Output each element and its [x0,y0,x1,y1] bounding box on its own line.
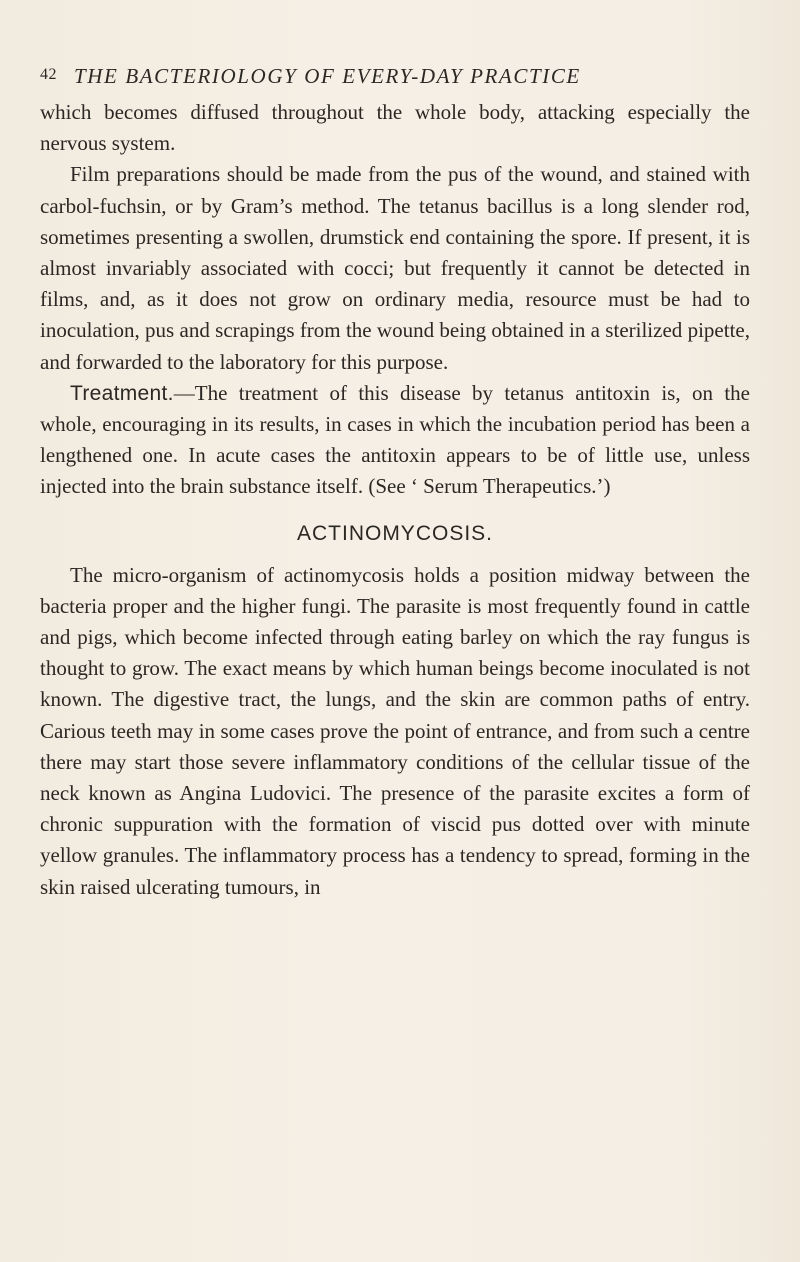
paragraph-treatment [40,378,750,503]
body-text [40,97,750,903]
treatment-text: —The treatment of this disease by tetanus antitoxin is, on the whole, encouraging in its results, in cases in which the incubation period has been a lengthened one. In acute cases the antitoxin appears to be of little use, unless injected into the brain substance itself. (See ‘ Serum Therapeutics.’) [40,380,750,499]
running-head: THE BACTERIOLOGY OF EVERY-DAY PRACTICE [74,64,581,88]
paragraph-film-preparations: Film preparations should be made from the pus of the wound, and stained with carbol-fuchsin, or by Gram’s method. The tetanus bacillus is a long slender rod, sometimes presenting a swollen, drumstick end containing the spore. If present, it is almost invariably associated with cocci; but frequently it cannot be detected in films, and, as it does not grow on ordinary media, resource must be had to inoculation, pus and scrapings from the wound being obtained in a sterilized pipette, and forwarded to the laboratory for this purpose. [40,162,750,374]
paragraph-continuation: which becomes diffused throughout the whole body, attacking especially the nervous system. [40,100,750,156]
page-header [40,64,740,92]
section-heading-actinomycosis: ACTINOMYCOSIS. [296,521,494,545]
paragraph-actinomycosis: The micro-organism of actinomycosis holds a position midway between the bacteria proper and the higher fungi. The parasite is most frequently found in cattle and pigs, which become infected through eating barley on which the ray fungus is thought to grow. The exact means by which human beings become inoculated is not known. The digestive tract, the lungs, and the skin are common paths of entry. Carious teeth may in some cases prove the point of entrance, and from such a centre there may start those severe inflammatory conditions of the cellular tissue of the neck known as Angina Ludovici. The presence of the parasite excites a form of chronic suppuration with the formation of viscid pus dotted over with minute yellow granules. The inflammatory process has a tendency to spread, forming in the skin raised ulcerating tumours, in [40,562,750,899]
page-number: 42 [40,66,57,83]
treatment-sidehead: Treatment. [70,381,174,405]
